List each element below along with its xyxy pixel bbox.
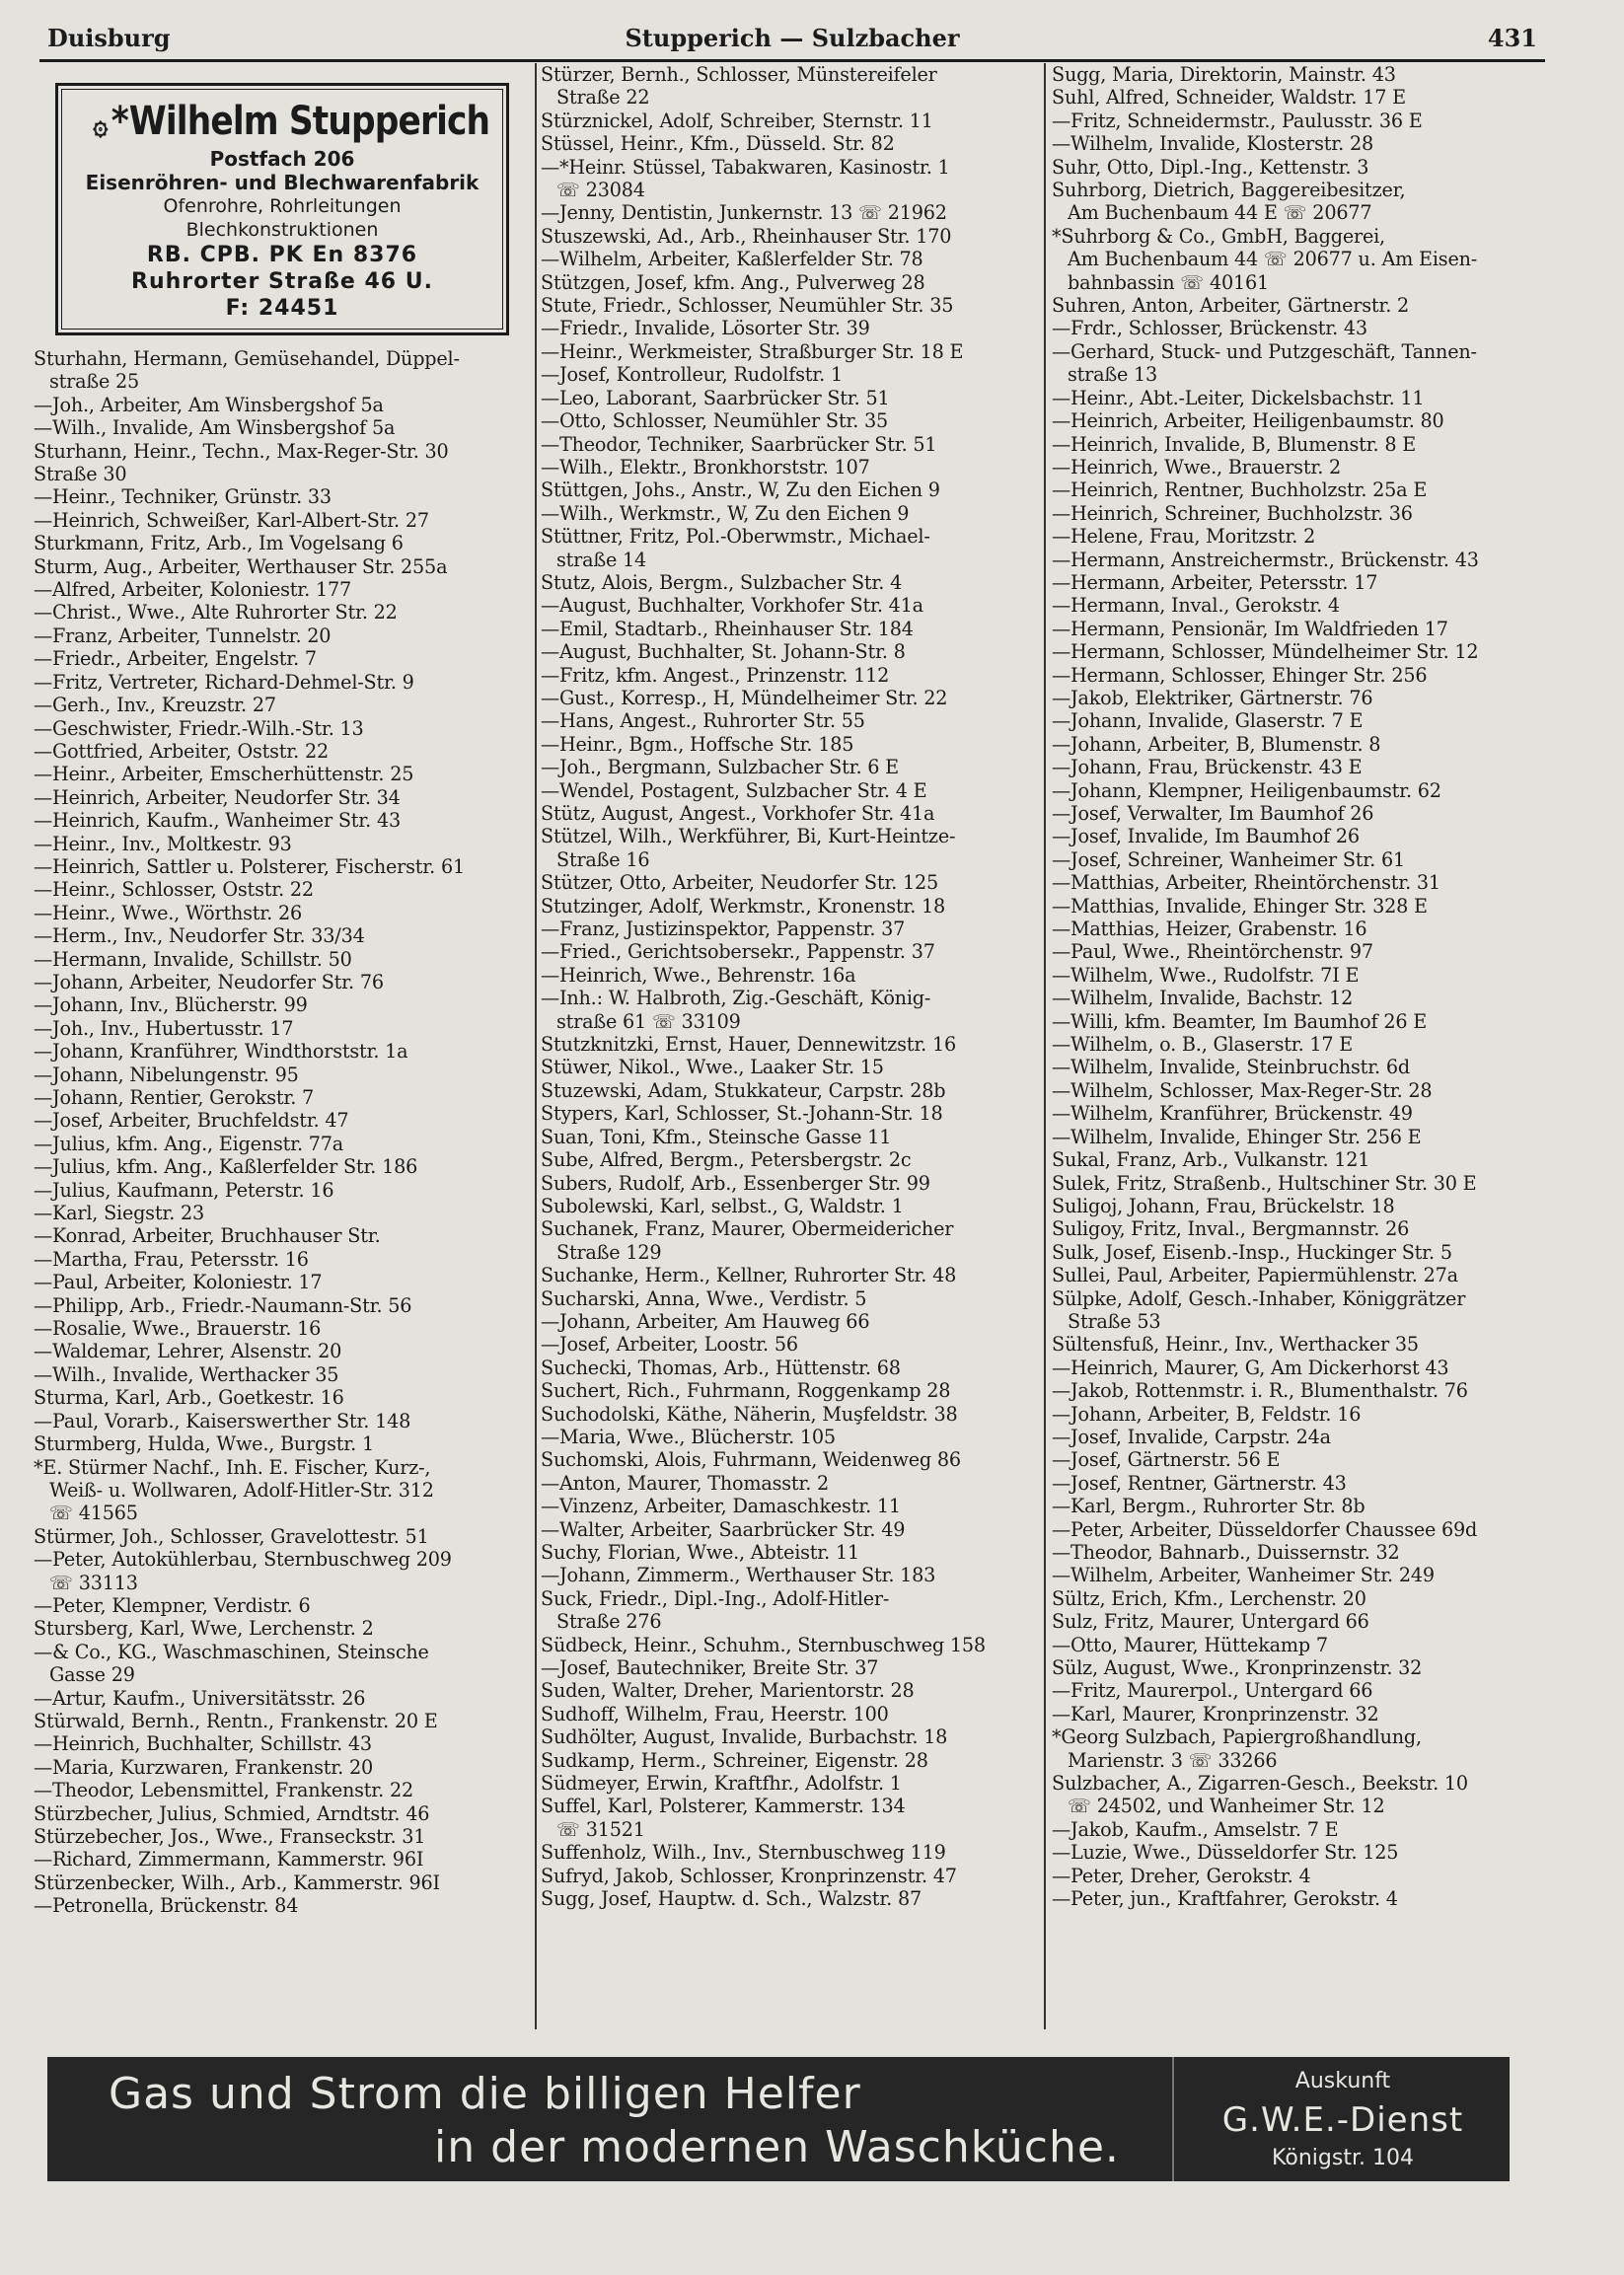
directory-entry: —Franz, Justizinspektor, Pappenstr. 37 [541, 917, 906, 941]
directory-entry: —Josef, Arbeiter, Loostr. 56 [541, 1333, 798, 1357]
directory-entry: —Wendel, Postagent, Sulzbacher Str. 4 E [541, 778, 927, 802]
column-2 [535, 63, 1038, 2029]
directory-entry: ☏ 33113 [49, 1571, 138, 1594]
directory-entry: —Hermann, Arbeiter, Petersstr. 17 [1052, 570, 1378, 594]
directory-entry: Subolewski, Karl, selbst., G, Waldstr. 1 [541, 1194, 904, 1217]
directory-entry: —Johann, Arbeiter, Am Hauweg 66 [541, 1309, 870, 1333]
column-1 [34, 63, 531, 2029]
directory-entry: —Walter, Arbeiter, Saarbrücker Str. 49 [541, 1517, 906, 1541]
directory-entry: —Paul, Vorarb., Kaiserswerther Str. 148 [34, 1409, 411, 1432]
directory-entry: —Karl, Maurer, Kronprinzenstr. 32 [1052, 1702, 1379, 1725]
directory-entry: —Willi, kfm. Beamter, Im Baumhof 26 E [1052, 1009, 1428, 1033]
directory-entry: Sugg, Josef, Hauptw. d. Sch., Walzstr. 87 [541, 1887, 922, 1911]
directory-entry: —Heinrich, Buchhalter, Schillstr. 43 [34, 1732, 372, 1756]
directory-entry: Stutzknitzki, Ernst, Hauer, Dennewitzstr. 16 [541, 1033, 956, 1057]
directory-entry: —Hermann, Schlosser, Ehinger Str. 256 [1052, 663, 1428, 687]
directory-entry: Stüttner, Fritz, Pol.-Oberwmstr., Michael- [541, 525, 930, 549]
column-2-entries [541, 63, 1038, 1911]
directory-entry: Sudhoff, Wilhelm, Frau, Heerstr. 100 [541, 1702, 889, 1725]
directory-entry: —Theodor, Bahnarb., Duissernstr. 32 [1052, 1541, 1400, 1564]
banner-slogan-line-2: in der modernen Waschküche. [434, 2122, 1120, 2172]
directory-entry: —Wilhelm, Arbeiter, Kaßlerfelder Str. 78 [541, 248, 923, 271]
directory-entry: —Paul, Wwe., Rheintörchenstr. 97 [1052, 940, 1373, 964]
directory-entry: ☏ 31521 [556, 1817, 645, 1841]
directory-entry: Suck, Friedr., Dipl.-Ing., Adolf-Hitler- [541, 1586, 890, 1610]
directory-entry: *E. Stürmer Nachf., Inh. E. Fischer, Kurz-, [34, 1455, 431, 1479]
directory-entry: —Heinrich, Sattler u. Polsterer, Fischerstr. 61 [34, 854, 465, 878]
directory-entry: straße 13 [1068, 363, 1158, 387]
directory-entry: Suchanke, Herm., Kellner, Ruhrorter Str. 48 [541, 1264, 957, 1287]
directory-entry: —Wilh., Invalide, Werthacker 35 [34, 1362, 339, 1386]
directory-entry: Straße 53 [1068, 1309, 1161, 1333]
directory-entry: ☏ 23084 [556, 179, 645, 202]
directory-entry: —Wilhelm, Arbeiter, Wanheimer Str. 249 [1052, 1564, 1435, 1587]
directory-entry: —Maria, Wwe., Blücherstr. 105 [541, 1425, 836, 1448]
directory-entry: —Joh., Inv., Hubertusstr. 17 [34, 1016, 294, 1040]
directory-entry: —Heinr., Schlosser, Oststr. 22 [34, 878, 314, 902]
header-city: Duisburg [47, 24, 171, 52]
directory-entry: —Johann, Inv., Blücherstr. 99 [34, 993, 308, 1017]
directory-entry: Sturm, Aug., Arbeiter, Werthauser Str. 255a [34, 554, 448, 578]
directory-entry: Straße 16 [556, 847, 650, 871]
directory-entry: —Josef, Invalide, Im Baumhof 26 [1052, 825, 1360, 848]
ad-address: Ruhrorter Straße 46 U. [131, 269, 433, 294]
directory-entry: —Wilhelm, Wwe., Rudolfstr. 7I E [1052, 963, 1360, 987]
directory-entry: —Geschwister, Friedr.-Wilh.-Str. 13 [34, 716, 364, 740]
stupperich-advertisement [55, 83, 509, 335]
banner-service-address: Königstr. 104 [1272, 2146, 1414, 2170]
directory-entry: Sülz, August, Wwe., Kronprinzenstr. 32 [1052, 1656, 1423, 1680]
directory-entry: Sucharski, Anna, Wwe., Verdistr. 5 [541, 1286, 867, 1310]
directory-entry: Stuszewski, Ad., Arb., Rheinhauser Str. 170 [541, 224, 952, 248]
directory-entry: Straße 276 [556, 1610, 662, 1634]
directory-entry: Suchecki, Thomas, Arb., Hüttenstr. 68 [541, 1356, 901, 1379]
directory-entry: —Julius, kfm. Ang., Eigenstr. 77a [34, 1132, 344, 1155]
directory-entry: —Emil, Stadtarb., Rheinhauser Str. 184 [541, 617, 914, 640]
directory-entry: —Christ., Wwe., Alte Ruhrorter Str. 22 [34, 601, 398, 624]
directory-entry: —Jenny, Dentistin, Junkernstr. 13 ☏ 21962 [541, 201, 947, 225]
directory-entry: —Jakob, Kaufm., Amselstr. 7 E [1052, 1817, 1339, 1841]
directory-entry: —Gottfried, Arbeiter, Oststr. 22 [34, 739, 329, 763]
directory-entry: Suhl, Alfred, Schneider, Waldstr. 17 E [1052, 86, 1406, 110]
column-1-entries [34, 347, 531, 1918]
directory-entry: Stute, Friedr., Schlosser, Neumühler Str. 35 [541, 294, 954, 318]
ad-products-1: Ofenrohre, Rohrleitungen [163, 195, 402, 217]
directory-entry: Suchanek, Franz, Maurer, Obermeidericher [541, 1217, 954, 1241]
directory-entry: —Josef, Arbeiter, Bruchfeldstr. 47 [34, 1109, 349, 1133]
directory-entry: straße 61 ☏ 33109 [556, 1009, 741, 1033]
directory-entry: —Wilhelm, Schlosser, Max-Reger-Str. 28 [1052, 1078, 1433, 1102]
directory-entry: —August, Buchhalter, St. Johann-Str. 8 [541, 640, 906, 664]
directory-entry: —Richard, Zimmermann, Kammerstr. 96I [34, 1848, 424, 1871]
directory-entry: —Heinrich, Wwe., Brauerstr. 2 [1052, 455, 1342, 478]
directory-entry: —Peter, Arbeiter, Düsseldorfer Chaussee 69d [1052, 1517, 1478, 1541]
directory-entry: —Fritz, Schneidermstr., Paulusstr. 36 E [1052, 109, 1423, 132]
directory-entry: —Matthias, Heizer, Grabenstr. 16 [1052, 917, 1367, 941]
directory-entry: —Maria, Kurzwaren, Frankenstr. 20 [34, 1755, 373, 1779]
directory-entry: —Heinrich, Rentner, Buchholzstr. 25a E [1052, 478, 1428, 502]
directory-entry: Suchodolski, Käthe, Näherin, Muşfeldstr. 38 [541, 1402, 958, 1426]
directory-entry: —Josef, Bautechniker, Breite Str. 37 [541, 1656, 879, 1680]
directory-entry: —Heinr., Arbeiter, Emscherhüttenstr. 25 [34, 763, 414, 786]
directory-entry: Stütz, August, Angest., Vorkhofer Str. 41a [541, 802, 935, 825]
directory-entry: —Josef, Invalide, Carpstr. 24a [1052, 1425, 1331, 1448]
directory-entry: —Fritz, Maurerpol., Untergard 66 [1052, 1679, 1373, 1703]
directory-entry: Sturhahn, Hermann, Gemüsehandel, Düppel- [34, 347, 460, 370]
directory-entry: Stutz, Alois, Bergm., Sulzbacher Str. 4 [541, 570, 903, 594]
directory-entry: —Friedr., Arbeiter, Engelstr. 7 [34, 647, 317, 671]
directory-entry: Sültensfuß, Heinr., Inv., Werthacker 35 [1052, 1333, 1419, 1357]
column-3 [1044, 63, 1545, 2029]
directory-entry: —Johann, Arbeiter, B, Blumenstr. 8 [1052, 732, 1381, 756]
directory-entry: —Franz, Arbeiter, Tunnelstr. 20 [34, 624, 332, 647]
banner-service-name: G.W.E.-Dienst [1221, 2100, 1464, 2140]
directory-entry: *Suhrborg & Co., GmbH, Baggerei, [1052, 224, 1385, 248]
directory-entry: —Konrad, Arbeiter, Bruchhauser Str. [34, 1224, 381, 1248]
running-head [39, 16, 1545, 62]
directory-entry: Suchy, Florian, Wwe., Abteistr. 11 [541, 1541, 859, 1564]
directory-entry: —Johann, Zimmerm., Werthauser Str. 183 [541, 1564, 936, 1587]
directory-entry: Suhren, Anton, Arbeiter, Gärtnerstr. 2 [1052, 294, 1410, 318]
directory-entry: —Heinrich, Arbeiter, Heiligenbaumstr. 80 [1052, 409, 1444, 433]
ad-bank-codes: RB. CPB. PK En 8376 [146, 243, 418, 267]
directory-entry: Marienstr. 3 ☏ 33266 [1068, 1748, 1278, 1772]
directory-entry: —Hermann, Inval., Gerokstr. 4 [1052, 594, 1340, 618]
directory-entry: Gasse 29 [49, 1663, 135, 1687]
header-name-range: Stupperich — Sulzbacher [625, 24, 960, 52]
directory-entry: —Joh., Arbeiter, Am Winsbergshof 5a [34, 393, 384, 416]
directory-entry: —Heinrich, Schreiner, Buchholzstr. 36 [1052, 501, 1413, 525]
directory-entry: Stuzewski, Adam, Stukkateur, Carpstr. 28b [541, 1078, 946, 1102]
directory-entry: Sturma, Karl, Arb., Goetkestr. 16 [34, 1386, 344, 1410]
directory-entry: —Hermann, Pensionär, Im Waldfrieden 17 [1052, 617, 1448, 640]
directory-entry: Suan, Toni, Kfm., Steinsche Gasse 11 [541, 1125, 892, 1148]
directory-entry: Sulek, Fritz, Straßenb., Hultschiner Str. 30 E [1052, 1171, 1477, 1195]
directory-entry: —Herm., Inv., Neudorfer Str. 33/34 [34, 924, 365, 948]
directory-entry: Sudkamp, Herm., Schreiner, Eigenstr. 28 [541, 1748, 928, 1772]
directory-entry: —Karl, Bergm., Ruhrorter Str. 8b [1052, 1495, 1366, 1518]
directory-entry: —Otto, Schlosser, Neumühler Str. 35 [541, 409, 889, 433]
directory-entry: Sturmberg, Hulda, Wwe., Burgstr. 1 [34, 1432, 374, 1456]
ad-phone: F: 24451 [225, 296, 339, 321]
directory-entry: Subers, Rudolf, Arb., Essenberger Str. 99 [541, 1171, 930, 1195]
directory-entry: —Fried., Gerichtsobersekr., Pappenstr. 37 [541, 940, 935, 964]
directory-entry: Stützel, Wilh., Werkführer, Bi, Kurt-Heintze- [541, 825, 956, 848]
directory-entry: Stürwald, Bernh., Rentn., Frankenstr. 20 E [34, 1709, 438, 1732]
directory-entry: —Heinr., Abt.-Leiter, Dickelsbachstr. 11 [1052, 386, 1425, 409]
directory-entry: —Julius, kfm. Ang., Kaßlerfelder Str. 186 [34, 1155, 418, 1179]
directory-entry: —Petronella, Brückenstr. 84 [34, 1894, 299, 1918]
directory-entry: —Heinr., Wwe., Wörthstr. 26 [34, 901, 302, 924]
banner-info-label: Auskunft [1294, 2069, 1391, 2093]
directory-entry: bahnbassin ☏ 40161 [1068, 270, 1269, 294]
directory-entry: Stürzbecher, Julius, Schmied, Arndtstr. 46 [34, 1801, 430, 1825]
directory-entry: —Matthias, Invalide, Ehinger Str. 328 E [1052, 894, 1428, 917]
directory-entry: Suhrborg, Dietrich, Baggereibesitzer, [1052, 179, 1406, 202]
directory-entry: —Fritz, kfm. Angest., Prinzenstr. 112 [541, 663, 890, 687]
directory-entry: Suligoy, Fritz, Inval., Bergmannstr. 26 [1052, 1217, 1410, 1241]
directory-entry: —Heinrich, Wwe., Behrenstr. 16a [541, 963, 856, 987]
directory-entry: Stürzer, Bernh., Schlosser, Münstereifeler [541, 63, 937, 86]
ad-products-2: Blechkonstruktionen [185, 219, 379, 241]
directory-entry: Suden, Walter, Dreher, Marientorstr. 28 [541, 1679, 915, 1703]
directory-entry: —Vinzenz, Arbeiter, Damaschkestr. 11 [541, 1495, 901, 1518]
directory-entry: —Theodor, Techniker, Saarbrücker Str. 51 [541, 432, 937, 456]
directory-entry: —Gust., Korresp., H, Mündelheimer Str. 22 [541, 686, 948, 709]
directory-entry: —*Heinr. Stüssel, Tabakwaren, Kasinostr. 1 [541, 155, 950, 179]
directory-entry: —Josef, Gärtnerstr. 56 E [1052, 1448, 1281, 1472]
directory-entry: Weiß- u. Wollwaren, Adolf-Hitler-Str. 312 [49, 1478, 434, 1502]
directory-entry: Straße 129 [556, 1240, 662, 1264]
directory-entry: —Hermann, Anstreichermstr., Brückenstr. 43 [1052, 548, 1479, 571]
directory-entry: —Hermann, Invalide, Schillstr. 50 [34, 947, 352, 971]
directory-entry: —Johann, Nibelungenstr. 95 [34, 1063, 299, 1086]
directory-entry: —Johann, Klempner, Heiligenbaumstr. 62 [1052, 778, 1441, 802]
directory-entry: ☏ 24502, und Wanheimer Str. 12 [1068, 1795, 1385, 1818]
directory-entry: —Frdr., Schlosser, Brückenstr. 43 [1052, 317, 1367, 340]
directory-entry: Stüwer, Nikol., Wwe., Laaker Str. 15 [541, 1056, 884, 1079]
directory-entry: —Fritz, Vertreter, Richard-Dehmel-Str. 9 [34, 670, 414, 694]
directory-entry: Sugg, Maria, Direktorin, Mainstr. 43 [1052, 63, 1396, 86]
directory-entry: —Peter, Autokühlerbau, Sternbuschweg 209 [34, 1548, 452, 1572]
directory-entry: —Johann, Arbeiter, B, Feldstr. 16 [1052, 1402, 1362, 1426]
directory-entry: —Matthias, Arbeiter, Rheintörchenstr. 31 [1052, 871, 1440, 895]
directory-entry: —Heinr., Inv., Moltkestr. 93 [34, 832, 292, 855]
directory-entry: —Heinrich, Kaufm., Wanheimer Str. 43 [34, 809, 401, 833]
directory-entry: Am Buchenbaum 44 ☏ 20677 u. Am Eisen- [1068, 248, 1478, 271]
gwe-advertisement-banner [47, 2057, 1510, 2181]
directory-entry: —Heinrich, Schweißer, Karl-Albert-Str. 27 [34, 508, 429, 532]
directory-entry: —August, Buchhalter, Vorkhofer Str. 41a [541, 594, 923, 618]
directory-entry: —Johann, Frau, Brückenstr. 43 E [1052, 756, 1363, 779]
directory-entry: Sufryd, Jakob, Schlosser, Kronprinzenstr. 47 [541, 1864, 957, 1887]
directory-entry: —Philipp, Arb., Friedr.-Naumann-Str. 56 [34, 1293, 412, 1317]
directory-entry: —Heinrich, Invalide, B, Blumenstr. 8 E [1052, 432, 1417, 456]
directory-entry: Am Buchenbaum 44 E ☏ 20677 [1068, 201, 1372, 225]
advertisement-name: *Wilhelm Stupperich [111, 99, 490, 144]
directory-entry: —Friedr., Invalide, Lösorter Str. 39 [541, 317, 870, 340]
directory-entry: Sültz, Erich, Kfm., Lerchenstr. 20 [1052, 1586, 1366, 1610]
directory-entry: —Johann, Arbeiter, Neudorfer Str. 76 [34, 970, 384, 993]
directory-entry: Stypers, Karl, Schlosser, St.-Johann-Str. 18 [541, 1102, 943, 1126]
directory-entry: Südbeck, Heinr., Schuhm., Sternbuschweg 158 [541, 1633, 986, 1656]
directory-entry: Sturkmann, Fritz, Arb., Im Vogelsang 6 [34, 532, 404, 555]
directory-entry: —& Co., KG., Waschmaschinen, Steinsche [34, 1640, 429, 1663]
directory-entry: —Joh., Bergmann, Sulzbacher Str. 6 E [541, 756, 899, 779]
directory-entry: Sulz, Fritz, Maurer, Untergard 66 [1052, 1610, 1369, 1634]
ad-business: Eisenröhren- und Blechwarenfabrik [85, 171, 480, 194]
directory-entry: —Anton, Maurer, Thomasstr. 2 [541, 1471, 830, 1495]
directory-entry: Sturhann, Heinr., Techn., Max-Reger-Str. 30 [34, 439, 449, 463]
directory-entry: Sudhölter, August, Invalide, Burbachstr. 18 [541, 1725, 948, 1749]
directory-entry: Suchomski, Alois, Fuhrmann, Weidenweg 86 [541, 1448, 961, 1472]
directory-entry: —Johann, Rentier, Gerokstr. 7 [34, 1086, 315, 1109]
column-3-entries [1052, 63, 1545, 1911]
directory-entry: —Wilhelm, Invalide, Bachstr. 12 [1052, 987, 1354, 1010]
directory-entry: Suffenholz, Wilh., Inv., Sternbuschweg 119 [541, 1841, 946, 1865]
directory-entry: Suligoj, Johann, Frau, Brückelstr. 18 [1052, 1194, 1395, 1217]
directory-entry: Stüttgen, Johs., Anstr., W, Zu den Eichen 9 [541, 478, 940, 502]
directory-entry: —Peter, Klempner, Verdistr. 6 [34, 1593, 311, 1617]
directory-entry: —Heinr., Bgm., Hoffsche Str. 185 [541, 732, 854, 756]
directory-entry: —Leo, Laborant, Saarbrücker Str. 51 [541, 386, 890, 409]
directory-entry: —Martha, Frau, Petersstr. 16 [34, 1247, 309, 1271]
directory-entry: Stursberg, Karl, Wwe, Lerchenstr. 2 [34, 1617, 374, 1641]
banner-divider [1172, 2057, 1174, 2181]
directory-entry: —Gerh., Inv., Kreuzstr. 27 [34, 694, 276, 717]
directory-entry: Suchert, Rich., Fuhrmann, Roggenkamp 28 [541, 1379, 951, 1403]
directory-entry: Stützer, Otto, Arbeiter, Neudorfer Str. 125 [541, 871, 939, 895]
directory-entry: straße 25 [49, 370, 140, 394]
directory-entry: —Theodor, Lebensmittel, Frankenstr. 22 [34, 1779, 413, 1802]
directory-entry: Sube, Alfred, Bergm., Petersbergstr. 2c [541, 1148, 912, 1172]
directory-entry: —Paul, Arbeiter, Koloniestr. 17 [34, 1271, 323, 1294]
directory-entry: Stutzinger, Adolf, Werkmstr., Kronenstr. 18 [541, 894, 946, 917]
directory-entry: —Luzie, Wwe., Düsseldorfer Str. 125 [1052, 1841, 1399, 1865]
directory-entry: —Helene, Frau, Moritzstr. 2 [1052, 525, 1316, 549]
directory-entry: —Josef, Rentner, Gärtnerstr. 43 [1052, 1471, 1347, 1495]
directory-entry: Suffel, Karl, Polsterer, Kammerstr. 134 [541, 1795, 906, 1818]
directory-entry: Sullei, Paul, Arbeiter, Papiermühlenstr. 27a [1052, 1264, 1458, 1287]
directory-entry: —Otto, Maurer, Hüttekamp 7 [1052, 1633, 1328, 1656]
directory-entry: Straße 30 [34, 463, 127, 486]
directory-entry: —Wilhelm, Kranführer, Brückenstr. 49 [1052, 1102, 1413, 1126]
directory-entry: Stüssel, Heinr., Kfm., Düsseld. Str. 82 [541, 132, 895, 156]
page-number: 431 [1487, 24, 1537, 52]
directory-entry: Suhr, Otto, Dipl.-Ing., Kettenstr. 3 [1052, 155, 1369, 179]
directory-entry: —Rosalie, Wwe., Brauerstr. 16 [34, 1317, 322, 1341]
directory-entry: —Wilhelm, Invalide, Ehinger Str. 256 E [1052, 1125, 1422, 1148]
flame-logo-icon: ۞ [93, 108, 109, 142]
directory-entry: —Waldemar, Lehrer, Alsenstr. 20 [34, 1340, 342, 1363]
directory-entry: *Georg Sulzbach, Papiergroßhandlung, [1052, 1725, 1422, 1749]
directory-entry: —Heinr., Werkmeister, Straßburger Str. 18 E [541, 339, 964, 363]
directory-entry: Straße 22 [556, 86, 650, 110]
directory-entry: —Wilhelm, o. B., Glaserstr. 17 E [1052, 1033, 1354, 1057]
directory-entry: Stützgen, Josef, kfm. Ang., Pulverweg 28 [541, 270, 925, 294]
directory-entry: —Wilh., Invalide, Am Winsbergshof 5a [34, 416, 396, 440]
directory-entry: —Karl, Siegstr. 23 [34, 1202, 205, 1225]
directory-entry: —Peter, Dreher, Gerokstr. 4 [1052, 1864, 1311, 1887]
directory-entry: straße 14 [556, 548, 647, 571]
directory-entry: —Josef, Kontrolleur, Rudolfstr. 1 [541, 363, 843, 387]
directory-entry: —Wilhelm, Invalide, Steinbruchstr. 6d [1052, 1056, 1410, 1079]
directory-entry: —Alfred, Arbeiter, Koloniestr. 177 [34, 578, 351, 602]
directory-entry: ☏ 41565 [49, 1502, 138, 1525]
directory-entry: —Johann, Invalide, Glaserstr. 7 E [1052, 709, 1364, 733]
directory-entry: —Julius, Kaufmann, Peterstr. 16 [34, 1178, 334, 1202]
directory-entry: —Josef, Schreiner, Wanheimer Str. 61 [1052, 847, 1405, 871]
directory-entry: —Hans, Angest., Ruhrorter Str. 55 [541, 709, 865, 733]
directory-entry: —Gerhard, Stuck- und Putzgeschäft, Tannen- [1052, 339, 1477, 363]
directory-entry: —Jakob, Rottenmstr. i. R., Blumenthalstr. 76 [1052, 1379, 1468, 1403]
directory-entry: —Peter, jun., Kraftfahrer, Gerokstr. 4 [1052, 1887, 1398, 1911]
directory-entry: Sulzbacher, A., Zigarren-Gesch., Beekstr. 10 [1052, 1772, 1468, 1796]
directory-entry: —Artur, Kaufm., Universitätsstr. 26 [34, 1686, 366, 1710]
directory-entry: Stürzenbecker, Wilh., Arb., Kammerstr. 96I [34, 1871, 440, 1894]
directory-entry: Sulk, Josef, Eisenb.-Insp., Huckinger Str. 5 [1052, 1240, 1452, 1264]
banner-slogan-line-1: Gas und Strom die billigen Helfer [109, 2069, 861, 2119]
directory-entry: —Wilh., Elektr., Bronkhorststr. 107 [541, 455, 870, 478]
ad-postbox: Postfach 206 [209, 147, 355, 171]
directory-entry: —Josef, Verwalter, Im Baumhof 26 [1052, 802, 1374, 825]
directory-entry: —Johann, Kranführer, Windthorststr. 1a [34, 1040, 408, 1064]
directory-entry: Sukal, Franz, Arb., Vulkanstr. 121 [1052, 1148, 1370, 1172]
directory-entry: —Jakob, Elektriker, Gärtnerstr. 76 [1052, 686, 1373, 709]
directory-entry: —Heinr., Techniker, Grünstr. 33 [34, 485, 332, 509]
directory-entry: Südmeyer, Erwin, Kraftfhr., Adolfstr. 1 [541, 1772, 902, 1796]
directory-entry: —Wilh., Werkmstr., W, Zu den Eichen 9 [541, 501, 910, 525]
advertisement-inner-frame [61, 89, 503, 330]
directory-entry: Stürmer, Joh., Schlosser, Gravelottestr. 51 [34, 1524, 429, 1548]
directory-entry: Stürzebecher, Jos., Wwe., Franseckstr. 31 [34, 1825, 426, 1848]
directory-entry: —Heinrich, Maurer, G, Am Dickerhorst 43 [1052, 1356, 1449, 1379]
directory-entry: —Wilhelm, Invalide, Klosterstr. 28 [1052, 132, 1373, 156]
directory-entry: Stürznickel, Adolf, Schreiber, Sternstr. 11 [541, 109, 933, 132]
directory-entry: —Hermann, Schlosser, Mündelheimer Str. 12 [1052, 640, 1479, 664]
directory-entry: Sülpke, Adolf, Gesch.-Inhaber, Königgrätzer [1052, 1286, 1466, 1310]
directory-entry: —Inh.: W. Halbroth, Zig.-Geschäft, König- [541, 987, 931, 1010]
directory-entry: —Heinrich, Arbeiter, Neudorfer Str. 34 [34, 785, 401, 809]
